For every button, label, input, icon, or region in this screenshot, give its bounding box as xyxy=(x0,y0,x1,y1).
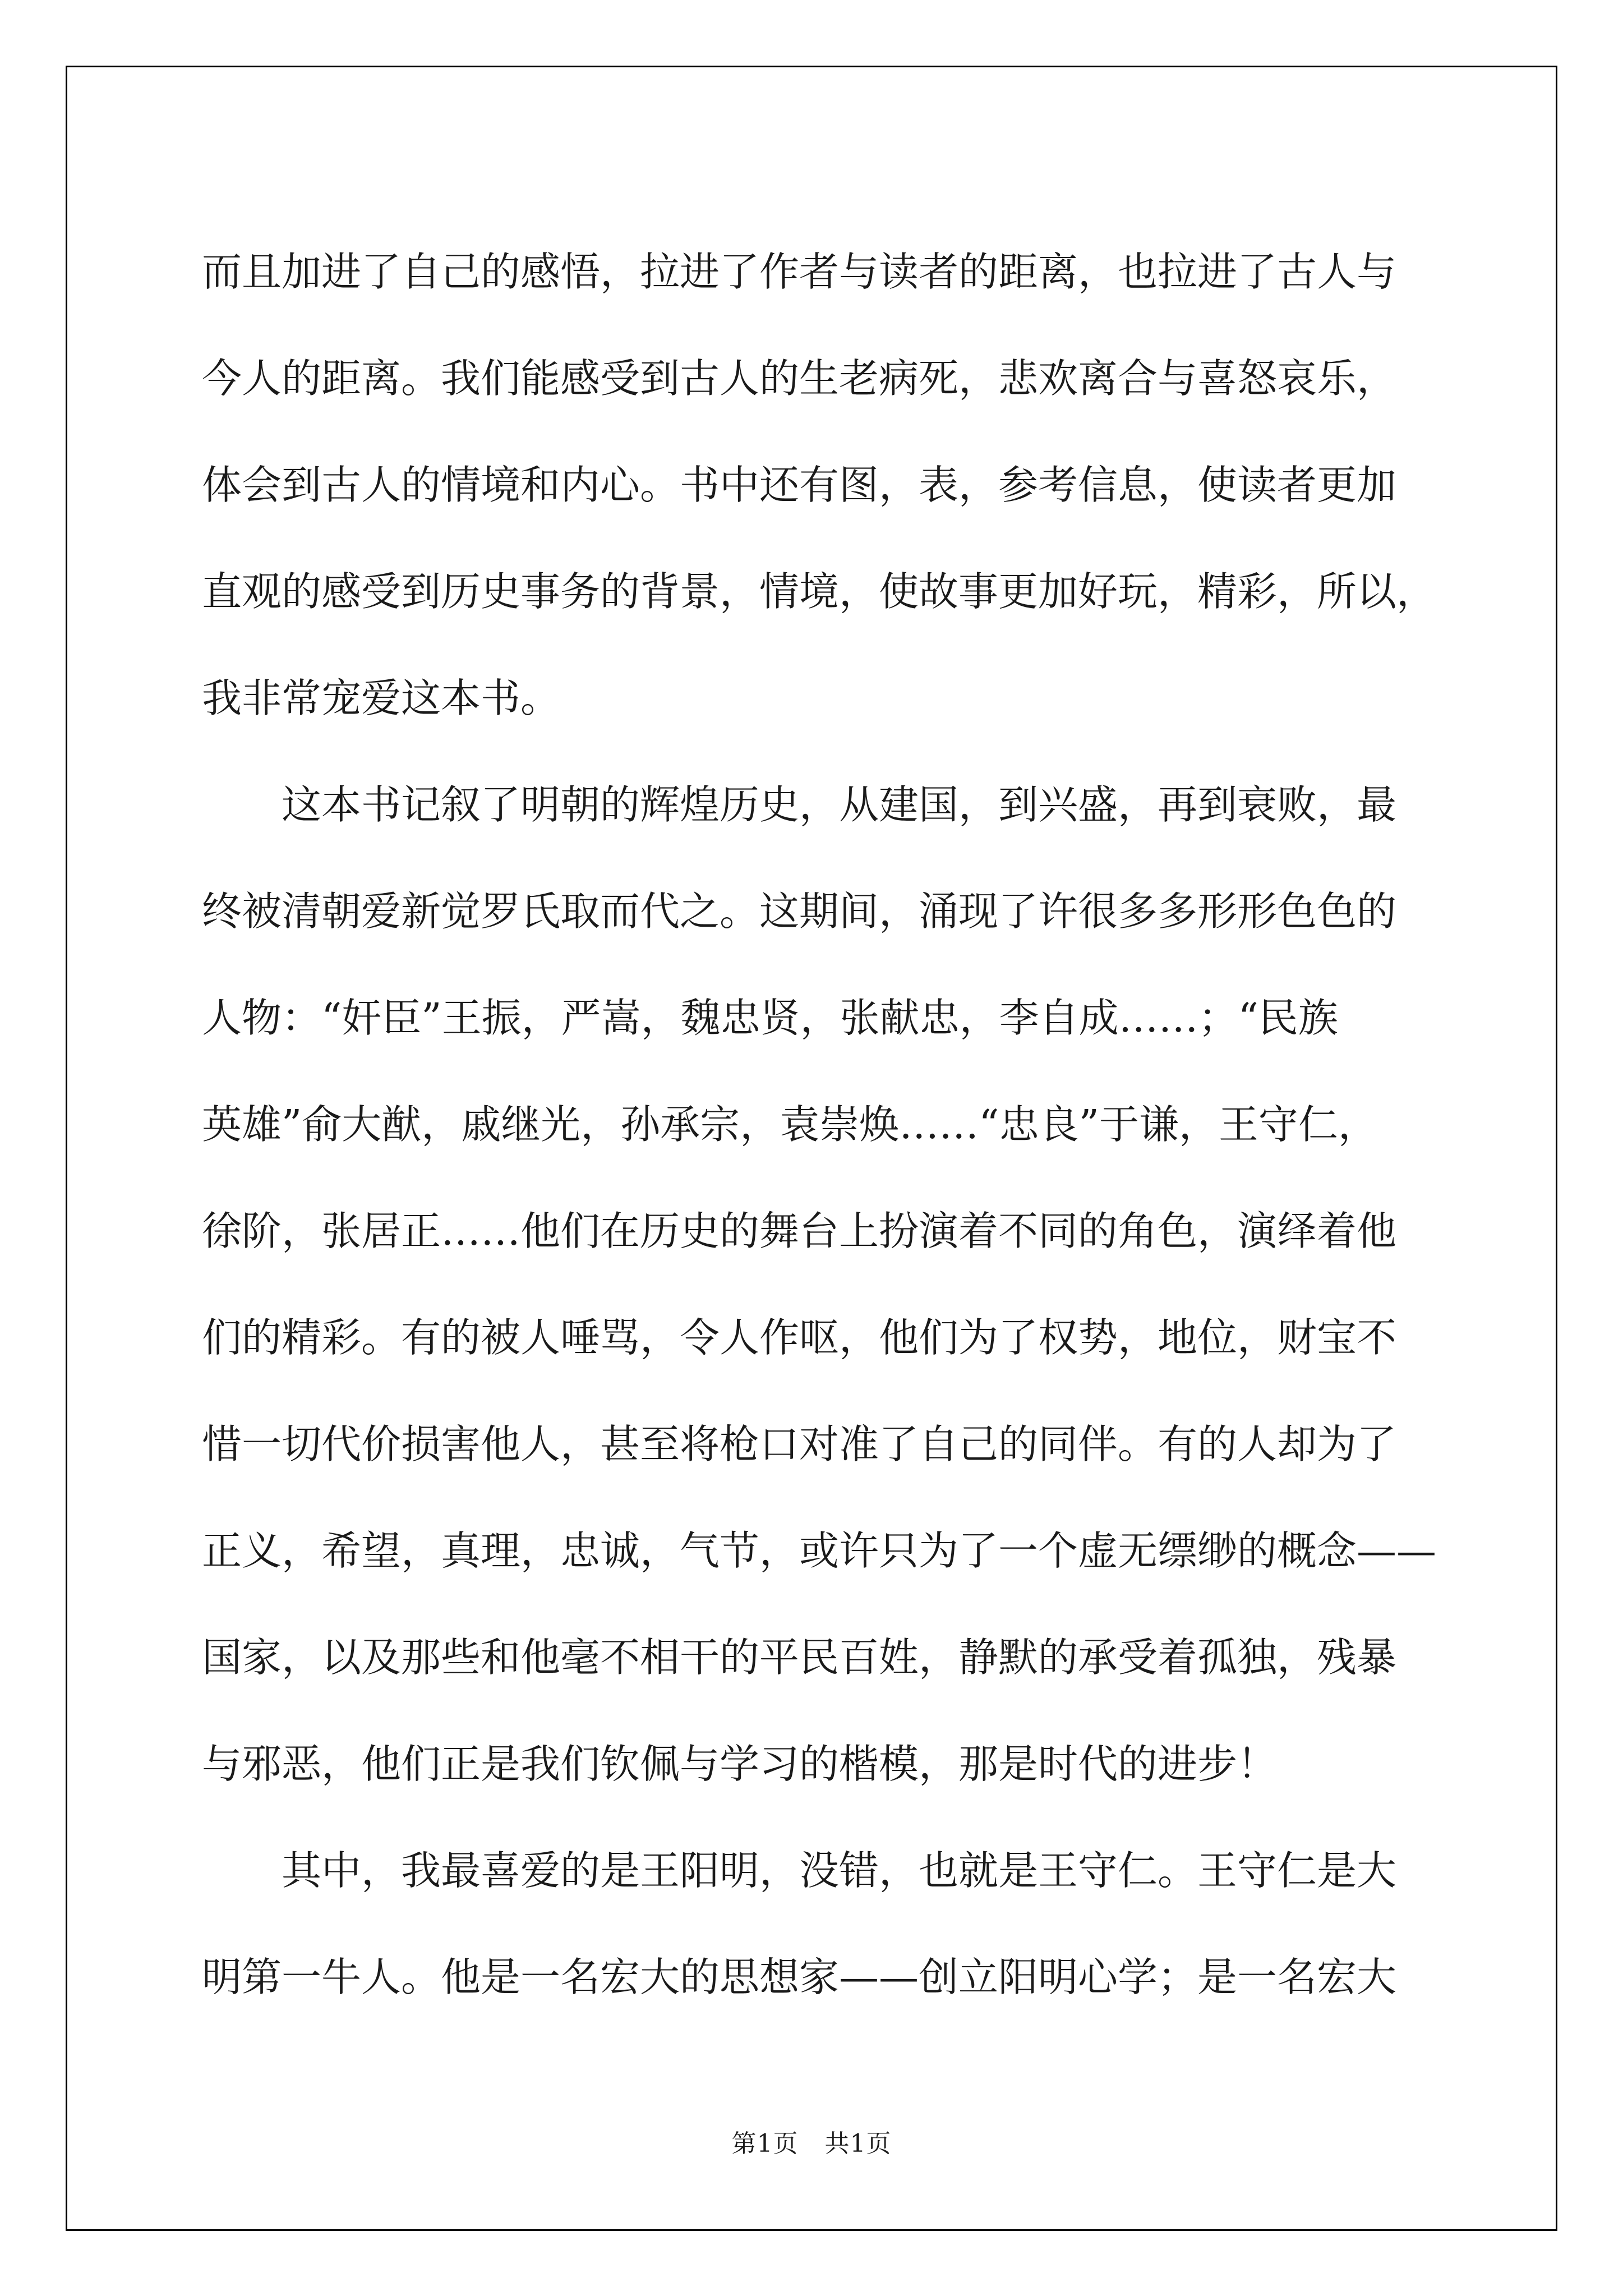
text-line: 惜一切代价损害他人，甚至将枪口对准了自己的同伴。有的人却为了 xyxy=(202,1421,1397,1467)
text-line: 英雄”俞大猷，戚继光，孙承宗，袁崇焕……“忠良”于谦，王守仁， xyxy=(202,1101,1378,1148)
text-line: 我非常宠爱这本书。 xyxy=(202,675,561,721)
text-line: 今人的距离。我们能感受到古人的生老病死，悲欢离合与喜怒哀乐， xyxy=(202,355,1397,402)
text-line: 国家，以及那些和他毫不相干的平民百姓，静默的承受着孤独，残暴 xyxy=(202,1634,1397,1681)
text-line: 徐阶，张居正……他们在历史的舞台上扮演着不同的角色，演绎着他 xyxy=(202,1208,1397,1254)
paragraph-start-line: 这本书记叙了明朝的辉煌历史，从建国，到兴盛，再到衰败，最 xyxy=(282,781,1397,828)
page-number-current: 第1页 xyxy=(731,2129,799,2158)
text-line: 人物：“奸臣”王振，严嵩，魏忠贤，张献忠，李自成……；“民族 xyxy=(202,995,1338,1041)
text-line: 与邪恶，他们正是我们钦佩与学习的楷模，那是时代的进步！ xyxy=(202,1741,1278,1787)
text-line: 正义，希望，真理，忠诚，气节，或许只为了一个虚无缥缈的概念—— xyxy=(202,1527,1437,1574)
page-number-total: 共1页 xyxy=(824,2129,892,2158)
text-line: 终被清朝爱新觉罗氏取而代之。这期间，涌现了许很多多形形色色的 xyxy=(202,888,1397,935)
document-body xyxy=(202,219,1453,2031)
text-line: 而且加进了自己的感悟，拉进了作者与读者的距离，也拉进了古人与 xyxy=(202,249,1397,295)
text-line: 们的精彩。有的被人唾骂，令人作呕，他们为了权势，地位，财宝不 xyxy=(202,1314,1397,1361)
text-line: 直观的感受到历史事务的背景，情境，使故事更加好玩，精彩，所以， xyxy=(202,568,1437,615)
text-line: 体会到古人的情境和内心。书中还有图，表，参考信息，使读者更加 xyxy=(202,462,1397,508)
text-line: 明第一牛人。他是一名宏大的思想家——创立阳明心学；是一名宏大 xyxy=(202,1954,1397,2000)
page-footer xyxy=(0,2123,1623,2159)
paragraph-start-line: 其中，我最喜爱的是王阳明，没错，也就是王守仁。王守仁是大 xyxy=(282,1847,1397,1894)
